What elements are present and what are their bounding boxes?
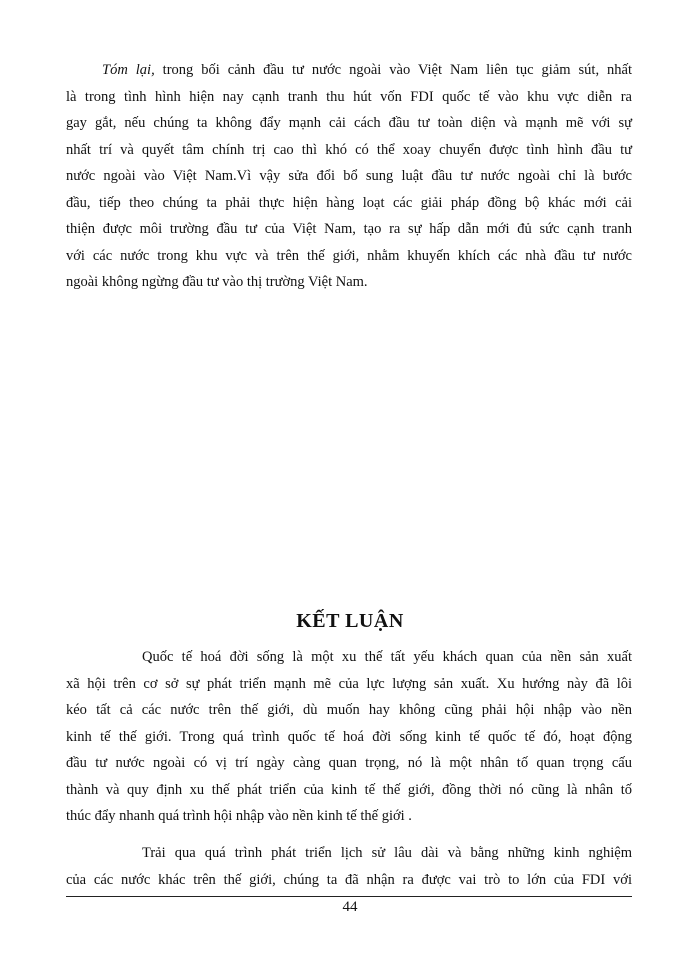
paragraph-summary xyxy=(66,57,632,296)
paragraph-line: nhất trí và quyết tâm chính trị cao thì khó có thể xoay chuyển được tình hình đầu tư xyxy=(66,141,632,158)
paragraph-line: của các nước khác trên thế giới, chúng ta đã nhận ra được vai trò to lớn của FDI với xyxy=(66,871,632,888)
paragraph-line: đầu, tiếp theo chúng ta phải thực hiện hàng loạt các giải pháp đồng bộ khác mới cải xyxy=(66,194,632,211)
paragraph-line: thúc đẩy nhanh quá trình hội nhập vào nền kinh tế thế giới . xyxy=(66,808,412,824)
paragraph-line: ngoài không ngừng đầu tư vào thị trường Việt Nam. xyxy=(66,274,368,290)
paragraph-line: nước ngoài vào Việt Nam.Vì vậy sửa đổi bổ sung luật đầu tư nước ngoài chỉ là bước xyxy=(66,168,632,184)
paragraph-line xyxy=(66,57,632,84)
paragraph-conclusion-1 xyxy=(66,644,632,830)
paragraph-line: Trải qua quá trình phát triển lịch sử lâu dài và bằng những kinh nghiệm xyxy=(142,845,632,861)
section-heading: KẾT LUẬN xyxy=(296,610,404,632)
paragraph-line: thành và quy định xu thế phát triển của kinh tế thế giới, đồng thời nó cũng là nhân tố xyxy=(66,781,632,798)
italic-lead-phrase: Tóm lại, xyxy=(102,62,155,78)
paragraph-line: gay gắt, nếu chúng ta không đẩy mạnh cải cách đầu tư toàn diện và mạnh mẽ với sự xyxy=(66,115,632,131)
paragraph-line: là trong tình hình hiện nay cạnh tranh thu hút vốn FDI quốc tế vào khu vực diễn ra xyxy=(66,88,632,105)
page-number: 44 xyxy=(342,899,358,915)
paragraph-conclusion-2 xyxy=(66,840,632,893)
paragraph-line: thiện được môi trường đầu tư của Việt Nam, tạo ra sự hấp dẫn mới đủ sức cạnh tranh xyxy=(66,221,632,237)
line-text: trong bối cảnh đầu tư nước ngoài vào Việt Nam liên tục giảm sút, nhất xyxy=(154,62,633,78)
paragraph-line: kinh tế thế giới. Trong quá trình quốc tế hoá đời sống kinh tế quốc tế đó, hoạt động xyxy=(66,728,632,745)
footer-divider xyxy=(66,896,632,897)
paragraph-line: Quốc tế hoá đời sống là một xu thế tất yếu khách quan của nền sản xuất xyxy=(142,649,632,665)
paragraph-line: xã hội trên cơ sở sự phát triển mạnh mẽ của lực lượng sản xuất. Xu hướng này đã lôi xyxy=(66,675,632,692)
paragraph-line: đầu tư nước ngoài có vị trí ngày càng quan trọng, nó là một nhân tố quan trọng cấu xyxy=(66,755,632,771)
paragraph-line: với các nước trong khu vực và trên thế giới, nhằm khuyến khích các nhà đầu tư nước xyxy=(66,247,632,264)
paragraph-line: kéo tất cả các nước trên thế giới, dù muốn hay không cũng phải hội nhập vào nền xyxy=(66,702,632,718)
